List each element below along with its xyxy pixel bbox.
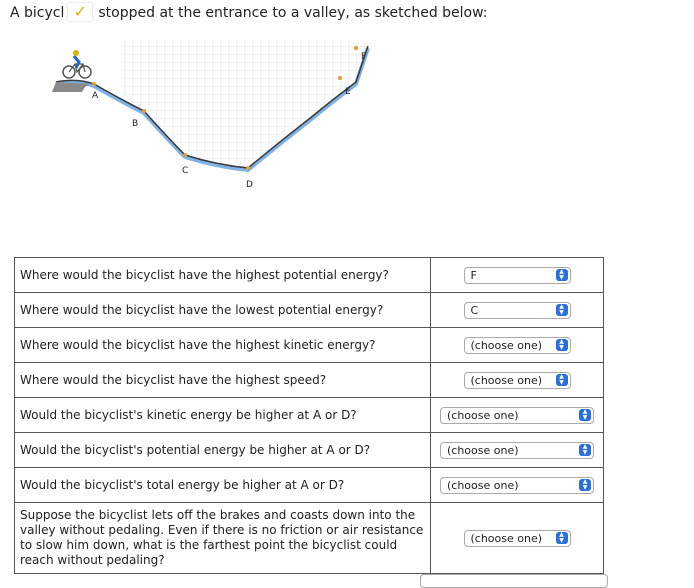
updown-arrow-icon: ▲ ▼	[579, 479, 591, 491]
intro-text-end: stopped at the entrance to a valley, as sketched below:	[98, 5, 488, 21]
question-text: Would the bicyclist's total energy be higher at A or D?	[20, 478, 345, 492]
answer-value: (choose one)	[470, 531, 543, 545]
answer-dropdown[interactable]	[464, 302, 571, 319]
question-text: Where would the bicyclist have the highest kinetic energy?	[20, 338, 376, 352]
answer-value: (choose one)	[447, 478, 519, 492]
updown-arrow-icon: ▲ ▼	[556, 374, 568, 386]
label-e: E	[345, 87, 351, 97]
answer-dropdown[interactable]	[464, 372, 571, 389]
updown-arrow-icon: ▲ ▼	[556, 304, 568, 316]
point-f	[354, 46, 358, 50]
point-b	[142, 109, 146, 113]
point-a	[92, 82, 96, 86]
point-e	[338, 76, 342, 80]
question-cell	[15, 293, 431, 328]
question-cell	[15, 328, 431, 363]
updown-arrow-icon: ▲ ▼	[579, 409, 591, 421]
answer-cell	[431, 293, 604, 328]
answer-value: F	[470, 268, 477, 282]
question-text: Where would the bicyclist have the lowest potential energy?	[20, 303, 384, 317]
answer-value: (choose one)	[447, 443, 519, 457]
answer-dropdown[interactable]	[464, 267, 571, 284]
questions-table	[14, 257, 604, 574]
answer-dropdown[interactable]	[440, 477, 594, 494]
question-cell	[15, 258, 431, 293]
answer-value: (choose one)	[447, 408, 519, 422]
answer-value: (choose one)	[470, 373, 543, 387]
label-a: A	[92, 91, 99, 101]
question-cell	[15, 503, 431, 574]
intro-text-start: A bicycl	[10, 5, 65, 21]
label-f: F	[361, 52, 367, 62]
valley-diagram	[52, 30, 392, 200]
answer-cell	[431, 363, 604, 398]
updown-arrow-icon: ▲ ▼	[556, 532, 568, 544]
label-b: B	[132, 119, 139, 129]
partial-dropdown[interactable]	[420, 574, 608, 588]
answer-cell	[431, 433, 604, 468]
answer-cell	[431, 468, 604, 503]
point-d	[246, 166, 250, 170]
table-row	[15, 503, 604, 574]
answer-value: C	[470, 303, 479, 317]
question-text: Where would the bicyclist have the highest speed?	[20, 373, 327, 387]
answer-dropdown[interactable]	[464, 530, 571, 547]
table-row	[15, 468, 604, 503]
question-text: Would the bicyclist's kinetic energy be higher at A or D?	[20, 408, 357, 422]
label-d: D	[246, 180, 253, 190]
table-row	[15, 363, 604, 398]
question-text: Would the bicyclist's potential energy be higher at A or D?	[20, 443, 371, 457]
question-cell	[15, 398, 431, 433]
question-text: Suppose the bicyclist lets off the brakes and coasts down into the valley without pedaling. Even if there is no friction or air resistance to slow him down, what is the farthest point the bicyclist could reach without pedaling?	[20, 508, 424, 567]
updown-arrow-icon: ▲ ▼	[556, 339, 568, 351]
question-cell	[15, 363, 431, 398]
updown-arrow-icon: ▲ ▼	[579, 444, 591, 456]
question-cell	[15, 468, 431, 503]
table-row	[15, 328, 604, 363]
answer-value: (choose one)	[470, 338, 543, 352]
label-c: C	[182, 166, 189, 176]
chevron-down-icon[interactable]: ✓	[68, 3, 92, 21]
answer-dropdown[interactable]	[440, 442, 594, 459]
answer-dropdown[interactable]	[440, 407, 594, 424]
answer-dropdown[interactable]	[464, 337, 571, 354]
table-row	[15, 433, 604, 468]
answer-cell	[431, 258, 604, 293]
answer-cell	[431, 503, 604, 574]
answer-cell	[431, 328, 604, 363]
point-c	[183, 153, 187, 157]
answer-cell	[431, 398, 604, 433]
table-row	[15, 258, 604, 293]
table-row	[15, 398, 604, 433]
intro-text	[10, 4, 488, 22]
updown-arrow-icon: ▲ ▼	[556, 269, 568, 281]
question-cell	[15, 433, 431, 468]
table-row	[15, 293, 604, 328]
question-text: Where would the bicyclist have the highest potential energy?	[20, 268, 389, 282]
